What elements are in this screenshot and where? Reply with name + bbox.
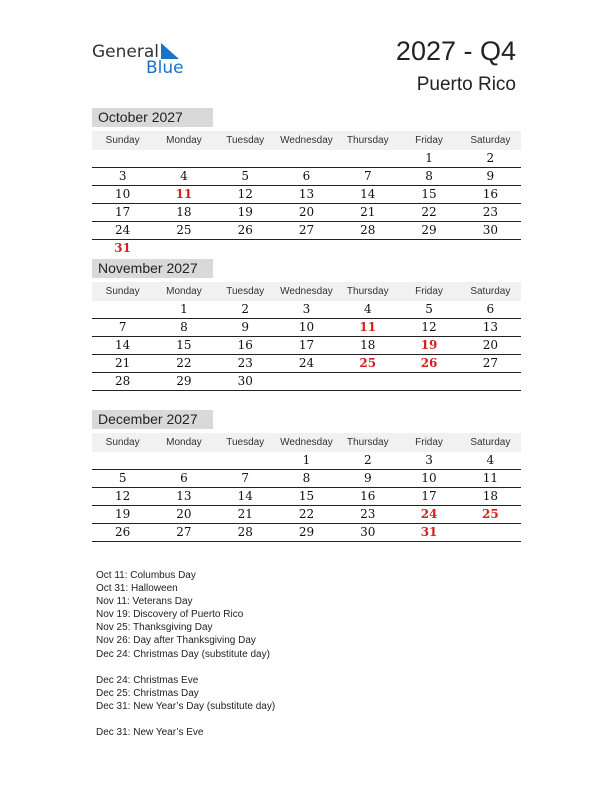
week-row [92, 452, 521, 470]
day-cell: 10 [298, 320, 315, 334]
day-cell [460, 373, 521, 390]
day-cell: 3 [425, 453, 433, 467]
day-cell: 12 [115, 489, 131, 503]
day-cell: 16 [482, 187, 498, 201]
day-cell: 29 [298, 525, 315, 539]
day-cell: 8 [425, 169, 433, 183]
day-cell [153, 452, 214, 469]
holiday-note: Dec 31: New Year’s Eve [96, 726, 204, 738]
day-cell: 27 [298, 223, 315, 237]
day-cell [398, 373, 459, 390]
day-cell: 5 [425, 302, 433, 316]
day-cell: 29 [176, 374, 192, 388]
day-cell: 27 [482, 356, 498, 370]
weekday-label: Thursday [346, 437, 389, 448]
day-cell: 23 [237, 356, 253, 370]
day-cell [92, 301, 153, 318]
day-cell: 4 [363, 302, 372, 316]
day-cell: 10 [421, 471, 437, 485]
notes-spacer [96, 661, 275, 674]
week-row [92, 337, 521, 355]
day-cell: 11 [482, 471, 498, 485]
day-cell: 18 [482, 489, 498, 503]
month-october [92, 108, 521, 257]
day-cell: 25 [359, 356, 377, 370]
day-cell: 8 [180, 320, 188, 334]
day-cell: 9 [363, 471, 372, 485]
weekday-label: Friday [415, 437, 443, 448]
weekday-label: Saturday [470, 135, 511, 146]
week-row [92, 524, 521, 542]
day-cell: 30 [360, 525, 376, 539]
weekday-label: Wednesday [280, 286, 333, 297]
day-cell: 11 [359, 320, 377, 334]
day-cell: 1 [302, 453, 311, 467]
day-cell: 3 [302, 302, 311, 316]
week-row [92, 186, 521, 204]
day-cell [153, 240, 214, 257]
weekday-label: Wednesday [280, 437, 333, 448]
day-cell [215, 452, 276, 469]
day-cell: 14 [115, 338, 131, 352]
month-name: November 2027 [92, 259, 213, 278]
day-cell: 21 [360, 205, 376, 219]
day-cell: 20 [298, 205, 315, 219]
day-cell: 5 [118, 471, 127, 485]
day-cell: 6 [486, 302, 495, 316]
day-cell [276, 240, 337, 257]
day-cell [215, 150, 276, 167]
weekday-label: Thursday [346, 135, 389, 146]
holiday-note: Dec 24: Christmas Eve [96, 674, 199, 686]
day-cell: 22 [421, 205, 437, 219]
weekday-label: Friday [415, 135, 443, 146]
day-cell: 17 [298, 338, 315, 352]
holiday-note: Dec 25: Christmas Day [96, 687, 199, 699]
weekday-label: Monday [166, 286, 202, 297]
holiday-note: Nov 11: Veterans Day [96, 596, 193, 608]
week-row [92, 470, 521, 488]
day-cell: 4 [180, 169, 188, 183]
day-cell: 12 [237, 187, 253, 201]
day-cell: 19 [420, 338, 438, 352]
day-cell: 3 [118, 169, 127, 183]
holiday-notes [96, 569, 275, 739]
day-cell: 26 [115, 525, 131, 539]
day-cell: 25 [481, 507, 499, 521]
day-cell: 28 [115, 374, 131, 388]
day-cell [460, 524, 521, 541]
day-cell [92, 150, 153, 167]
weekday-header [92, 282, 521, 301]
weekday-label: Friday [415, 286, 443, 297]
brand-word-blue: Blue [146, 58, 184, 78]
week-row [92, 506, 521, 524]
page-title: 2027 - Q4 [395, 36, 516, 66]
day-cell: 17 [421, 489, 437, 503]
weekday-label: Saturday [470, 286, 511, 297]
day-cell: 24 [298, 356, 315, 370]
week-row [92, 488, 521, 506]
day-cell: 21 [115, 356, 131, 370]
day-cell: 18 [176, 205, 192, 219]
holiday-note: Nov 19: Discovery of Puerto Rico [96, 609, 244, 621]
day-cell: 23 [482, 205, 498, 219]
holiday-note: Dec 24: Christmas Day (substitute day) [96, 648, 270, 660]
day-cell: 15 [421, 187, 437, 201]
day-cell: 12 [421, 320, 437, 334]
day-cell: 24 [115, 223, 131, 237]
day-cell: 4 [486, 453, 495, 467]
day-cell: 11 [175, 187, 193, 201]
day-cell: 14 [237, 489, 253, 503]
day-cell: 7 [241, 471, 250, 485]
day-cell: 1 [180, 302, 188, 316]
day-cell: 2 [241, 302, 250, 316]
day-cell: 13 [298, 187, 315, 201]
day-cell: 22 [298, 507, 315, 521]
day-cell: 1 [425, 151, 433, 165]
day-cell: 24 [420, 507, 438, 521]
day-cell: 16 [237, 338, 253, 352]
day-cell: 26 [237, 223, 253, 237]
day-cell: 9 [486, 169, 495, 183]
day-cell: 6 [180, 471, 188, 485]
day-cell: 19 [237, 205, 253, 219]
day-cell: 29 [421, 223, 437, 237]
day-cell: 31 [114, 241, 131, 255]
day-cell: 21 [237, 507, 253, 521]
day-cell [337, 373, 398, 390]
day-cell [276, 150, 337, 167]
brand-word-general: General [92, 42, 159, 62]
day-cell: 17 [115, 205, 131, 219]
day-cell: 30 [237, 374, 253, 388]
day-cell: 5 [241, 169, 250, 183]
day-cell [215, 240, 276, 257]
day-cell [276, 373, 337, 390]
day-cell: 7 [363, 169, 372, 183]
day-cell [398, 240, 459, 257]
day-cell [153, 150, 214, 167]
day-cell: 2 [486, 151, 495, 165]
day-cell: 13 [176, 489, 192, 503]
notes-spacer [96, 713, 275, 726]
weekday-label: Sunday [105, 286, 140, 297]
weekday-label: Sunday [105, 437, 140, 448]
day-cell: 31 [420, 525, 438, 539]
day-cell: 25 [176, 223, 192, 237]
weekday-label: Monday [166, 135, 202, 146]
week-row [92, 168, 521, 186]
week-row [92, 301, 521, 319]
day-cell: 8 [302, 471, 311, 485]
week-row [92, 240, 521, 257]
weekday-label: Monday [166, 437, 202, 448]
month-name: October 2027 [92, 108, 213, 127]
weekday-header [92, 433, 521, 452]
day-cell: 16 [360, 489, 376, 503]
page-subtitle: Puerto Rico [416, 74, 516, 95]
holiday-note: Dec 31: New Year’s Day (substitute day) [96, 700, 276, 712]
day-cell: 30 [482, 223, 498, 237]
weekday-label: Saturday [470, 437, 511, 448]
week-row [92, 150, 521, 168]
day-cell: 22 [176, 356, 192, 370]
week-row [92, 355, 521, 373]
brand-triangle-icon [159, 43, 179, 59]
day-cell: 26 [420, 356, 438, 370]
holiday-note: Oct 31: Halloween [96, 583, 178, 595]
holiday-note: Nov 25: Thanksgiving Day [96, 622, 213, 634]
day-cell: 7 [118, 320, 127, 334]
day-cell: 18 [360, 338, 376, 352]
day-cell: 27 [176, 525, 192, 539]
day-cell: 28 [360, 223, 376, 237]
day-cell: 20 [176, 507, 192, 521]
day-cell: 19 [115, 507, 131, 521]
day-cell [460, 240, 521, 257]
weekday-label: Tuesday [226, 437, 265, 448]
weekday-label: Wednesday [280, 135, 333, 146]
day-cell: 6 [302, 169, 311, 183]
holiday-note: Oct 11: Columbus Day [96, 570, 196, 581]
week-row [92, 222, 521, 240]
day-cell: 20 [482, 338, 498, 352]
month-november [92, 259, 521, 391]
week-row [92, 373, 521, 391]
weekday-label: Sunday [105, 135, 140, 146]
day-cell: 14 [360, 187, 376, 201]
day-cell: 9 [241, 320, 250, 334]
day-cell [92, 452, 153, 469]
day-cell: 2 [363, 453, 372, 467]
week-row [92, 319, 521, 337]
month-name: December 2027 [92, 410, 213, 429]
weekday-header [92, 131, 521, 150]
brand-logo [92, 40, 192, 80]
holiday-note: Nov 26: Day after Thanksgiving Day [96, 635, 256, 647]
day-cell: 23 [360, 507, 376, 521]
day-cell: 15 [176, 338, 192, 352]
week-row [92, 204, 521, 222]
day-cell [337, 150, 398, 167]
weekday-label: Tuesday [226, 286, 265, 297]
day-cell: 15 [298, 489, 315, 503]
day-cell: 13 [482, 320, 498, 334]
day-cell: 28 [237, 525, 253, 539]
day-cell: 10 [115, 187, 131, 201]
day-cell [337, 240, 398, 257]
month-december [92, 410, 521, 542]
weekday-label: Thursday [346, 286, 389, 297]
weekday-label: Tuesday [226, 135, 265, 146]
